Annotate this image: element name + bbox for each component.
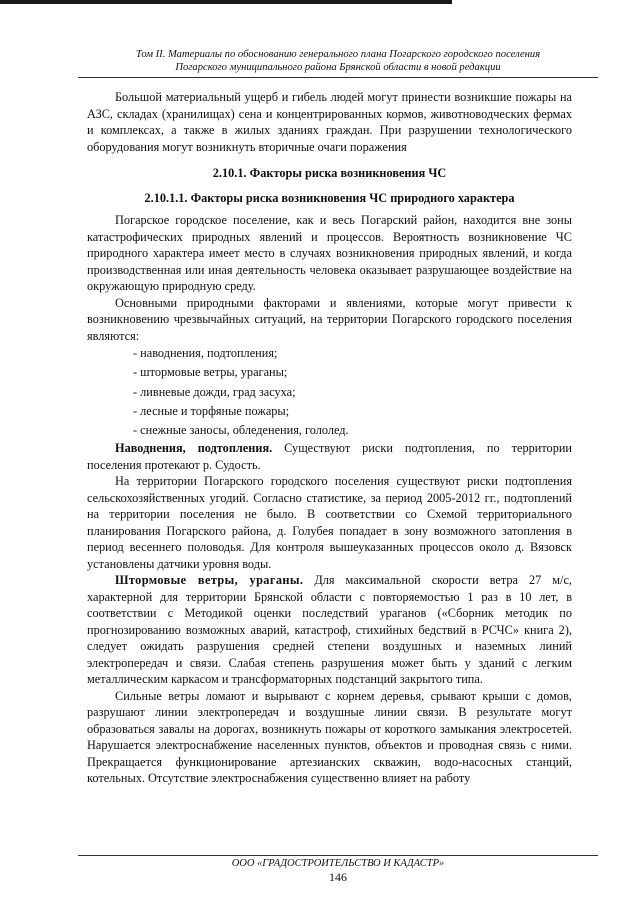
- section-heading: 2.10.1. Факторы риска возникновения ЧС: [212, 166, 447, 180]
- footer-org: ООО «ГРАДОСТРОИТЕЛЬСТВО И КАДАСТР»: [231, 858, 445, 869]
- footer-rule: [78, 855, 598, 856]
- header-line-1: Том II. Материалы по обоснованию генерального плана Погарского городского поселения: [135, 49, 541, 60]
- winds-term: Штормовые ветры, ураганы.: [115, 573, 304, 588]
- header-rule: [78, 77, 598, 78]
- paragraph-factors: Основными природными факторами и явлениями, которые могут привести к возникновению чрезвычайных ситуаций, на территории Погарского городского поселения являются:: [87, 295, 572, 343]
- risk-list-item: - снежные заносы, обледенения, гололед.: [133, 423, 349, 438]
- top-border-bar: [0, 0, 452, 4]
- risk-list-item: - наводнения, подтопления;: [133, 346, 278, 360]
- subsection-heading: 2.10.1.1. Факторы риска возникновения ЧС природного характера: [144, 190, 515, 205]
- intro-paragraph: Большой материальный ущерб и гибель людей могут принести возникшие пожары на АЗС, складах (хранилищах) сена и концентрированных кормов, животноводческих фермах и комплексах, а также в жилых зданиях граждан. При разрушении технологического оборудования могут возникнуть вторичные очаги поражения: [87, 90, 572, 154]
- header-line-2: Погарского муниципального района Брянской области в новой редакции: [175, 62, 501, 73]
- page-body: [87, 89, 572, 787]
- risk-list: [87, 344, 572, 440]
- paragraph-flood-statistics: На территории Погарского городского поселения существуют риски подтопления сельскохозяйственных угодий. Согласно статистике, за период 2005-2012 гг., подтоплений на территории поселения не было. В соответствии со Схемой территориального планирования Погарского района, д. Голубея попадает в зону возможного затопления в период весеннего половодья. Для контроля вышеуказанных процессов около д. Вязовск установлены датчики уровня воды.: [87, 474, 572, 571]
- risk-list-item: - лесные и торфяные пожары;: [133, 403, 290, 418]
- running-header: [84, 48, 592, 74]
- paragraph-location: Погарское городское поселение, как и весь Погарский район, находится вне зоны катастрофических природных явлений и процессов. Вероятность возникновение ЧС природного характера имеет место в случаях возникновения природных явлений, и когда производственная или иная деятельность человека оказывает разрушающее воздействие на окружающую природную среду.: [87, 213, 572, 293]
- floods-term: Наводнения, подтопления.: [115, 441, 273, 456]
- floods-text: Существуют риски подтопления, по территории поселения протекают р. Судость.: [87, 441, 572, 472]
- risk-list-item: - штормовые ветры, ураганы;: [133, 365, 288, 380]
- page-number: 146: [329, 870, 347, 884]
- winds-text: Для максимальной скорости ветра 27 м/с, характерной для территории Брянской области с повторяемостью 1 раз в 10 лет, в соответствии с Методикой оценки последствий ураганов («Сборник методик по прогнозированию возможных аварий, катастроф, стихийных бедствий в РСЧС» книга 2), следует ожидать разрушения средней степени воздушных и наземных линий электропередач и связи. Слабая степень разрушения может быть у зданий с легким металлическим каркасом и трансформаторных подстанций закрытого типа.: [87, 573, 572, 687]
- paragraph-wind-effects: Сильные ветры ломают и вырывают с корнем деревья, срывают крыши с домов, разрушают линии электропередач и воздушные линии связи. В результате могут образоваться завалы на дорогах, возникнуть пожары от короткого замыкания электросетей. Нарушается электроснабжение населенных пунктов, объектов и проводная связь с ними. Прекращается функционирование артезианских скважин, водо-насосных станций, котельных. Отсутствие электроснабжения существенно влияет на работу: [87, 688, 572, 786]
- paragraph-winds: [87, 572, 572, 688]
- risk-list-item: - ливневые дожди, град засуха;: [133, 384, 296, 399]
- paragraph-floods: [87, 440, 572, 473]
